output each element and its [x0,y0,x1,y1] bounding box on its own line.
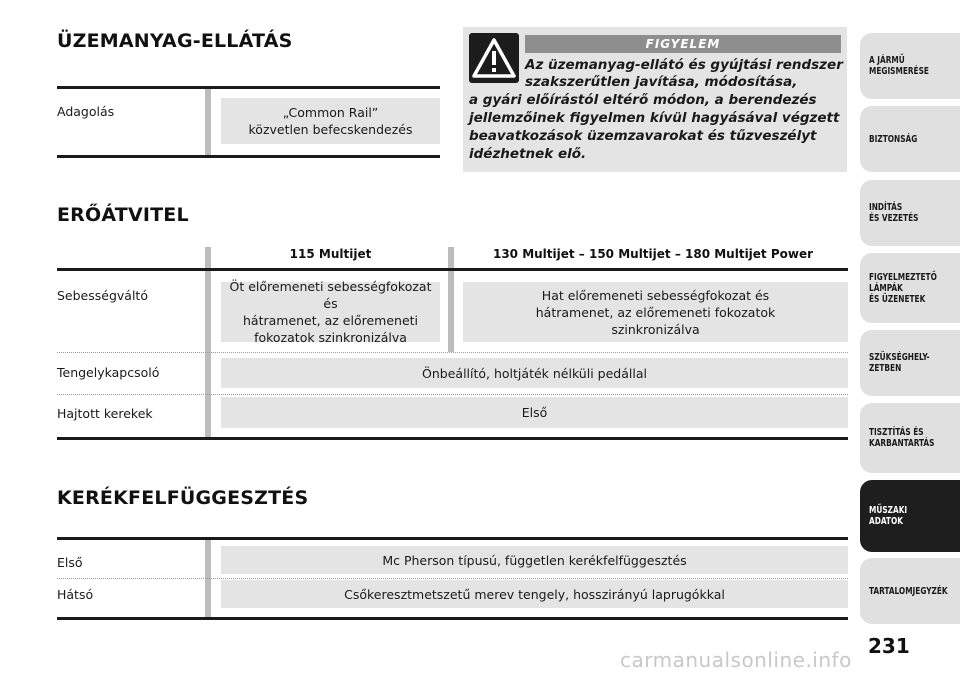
value-line: hátramenet, az előremeneti fokozatok [535,304,776,320]
driven-wheels-cell: Első [221,397,848,428]
row-label-front-suspension: Első [57,555,83,570]
nav-tab-technical-data[interactable] [860,480,960,552]
nav-tab-label: SZÜKSÉGHELY- ZETBEN [869,352,930,374]
nav-tab-safety[interactable] [860,106,960,172]
nav-tab-starting-driving[interactable] [860,180,960,246]
row-label-adagolas: Adagolás [57,104,115,119]
table-top-rule [57,86,440,89]
table-bottom-rule [57,617,848,620]
front-suspension-cell: Mc Pherson típusú, független kerékfelfüggesztés [221,546,848,574]
column-header-115: 115 Multijet [289,247,372,261]
watermark: carmanualsonline.info [620,648,852,672]
nav-tab-label: A JÁRMŰ MEGISMERÉSE [869,55,929,77]
table-divider [205,247,211,439]
warning-line: idézhetnek elő. [469,146,587,162]
table-bottom-rule [57,155,440,158]
nav-tab-contents[interactable] [860,558,960,624]
nav-tab-label: TISZTÍTÁS ÉS KARBANTARTÁS [869,427,935,449]
row-label-rear-suspension: Hátsó [57,587,94,602]
nav-tab-label: BIZTONSÁG [869,133,918,145]
warning-line: jellemzőinek figyelmen kívül hagyásával végzett [469,110,840,126]
nav-tab-maintenance[interactable] [860,403,960,473]
clutch-cell: Önbeállító, holtjáték nélküli pedállal [221,358,848,388]
page-number: 231 [868,634,910,658]
gearbox-115-cell [221,279,440,345]
row-separator [57,352,848,353]
value-line: közvetlen befecskendezés [248,122,413,137]
section-title-suspension: KERÉKFELFÜGGESZTÉS [57,487,309,509]
warning-line: Az üzemanyag-ellátó és gyújtási rendszer [525,57,843,73]
table-header-rule [57,268,848,271]
value-line: fokozatok szinkronizálva [254,330,407,345]
warning-header: FIGYELEM [525,35,841,53]
row-label-clutch: Tengelykapcsoló [57,365,160,380]
row-separator [57,394,848,395]
value-line: hátramenet, az előremeneti [242,313,419,328]
nav-tab-vehicle-intro[interactable] [860,33,960,99]
table-bottom-rule [57,437,848,440]
table-top-rule [57,537,848,540]
row-label-gearbox: Sebességváltó [57,288,148,303]
value-line: „Common Rail” [282,105,379,120]
section-title-transmission: ERŐÁTVITEL [57,204,189,226]
section-title-fuel: ÜZEMANYAG-ELLÁTÁS [57,30,293,52]
gearbox-130-180-cell [463,282,848,342]
row-separator [57,578,848,579]
value-line: szinkronizálva [611,321,700,337]
rear-suspension-cell: Csőkeresztmetszetű merev tengely, hosszirányú laprugókkal [221,580,848,608]
warning-box [463,27,847,172]
value-line: Öt előremeneti sebességfokozat és [229,279,432,311]
warning-line: beavatkozások üzemzavarokat és tűzveszélyt [469,128,817,144]
nav-tab-label: FIGYELMEZTETŐ LÁMPÁK ÉS ÜZENETEK [869,271,937,305]
table-divider [448,247,454,352]
nav-tab-warning-lights[interactable] [860,253,960,323]
nav-tab-label: INDÍTÁS ÉS VEZETÉS [869,202,919,224]
table-divider [205,89,211,155]
nav-tab-label: MŰSZAKI ADATOK [869,505,908,527]
warning-line: a gyári előírástól eltérő módon, a berendezés [469,92,817,108]
column-header-130-180: 130 Multijet – 150 Multijet – 180 Multijet Power [492,247,814,261]
warning-line: szakszerűtlen javítása, módosítása, [525,74,798,90]
row-label-driven-wheels: Hajtott kerekek [57,406,153,421]
row-value-adagolas [221,98,440,144]
nav-tab-label: TARTALOMJEGYZÉK [869,585,948,597]
warning-triangle-icon [469,33,519,83]
nav-tab-emergency[interactable] [860,330,960,396]
value-line: Hat előremeneti sebességfokozat és [541,287,770,303]
